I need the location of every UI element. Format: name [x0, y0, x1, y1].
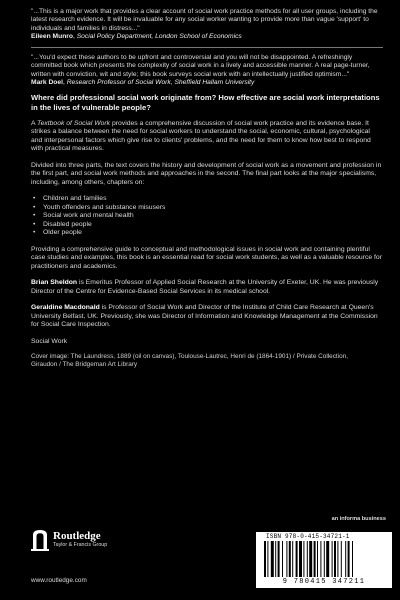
reviewer-name-2: Mark Doel [31, 79, 63, 87]
list-item: • Older people [31, 229, 383, 238]
isbn-label: ISBN 978-0-415-34721-1 [266, 533, 350, 540]
author-name-2: Geraldine Macdonald [31, 304, 100, 312]
subject-category: Social Work [31, 337, 68, 345]
headline: Where did professional social work originate from? How effective are social work interpretations in the lives of vulnerable people? [31, 93, 380, 112]
routledge-logo-icon [31, 529, 49, 551]
list-item: • Disabled people [31, 221, 383, 230]
author-bio-text-2: is Professor of Social Work and Director of the Institute of Child Care Research at Queen's University Belfast, UK. Previously, she was Director of Information and Knowledge Management at the Commission for Social Care Inspection. [31, 304, 378, 329]
publisher-name: Routledge [53, 530, 101, 542]
list-item: • Youth offenders and substance misusers [31, 204, 383, 213]
author-name-1: Brian Sheldon [31, 279, 78, 287]
book-title: Textbook of Social Work [37, 119, 111, 127]
barcode-icon [264, 541, 384, 577]
topic-list [31, 195, 383, 238]
cover-image-credit: Cover image: The Laundress, 1889 (oil on canvas), Toulouse-Lautrec, Henri de (1864-1901) / Private Collection, Giraudon / The Bridgeman Art Library [31, 352, 348, 368]
divider [31, 47, 383, 48]
list-item: • Social work and mental health [31, 212, 383, 221]
barcode-panel [256, 532, 392, 588]
publisher-subtitle: Taylor & Francis Group [53, 542, 108, 548]
publisher-url: www.routledge.com [31, 577, 87, 584]
review-quote-1: "...This is a major work that provides a clear account of social work practice methods for all user groups, including the latest research evidence. It will be invaluable for any social worker wanting to provide more than vague 'support' to individuals and families in distress..." [31, 8, 378, 32]
back-cover-text [31, 8, 383, 369]
informa-tagline: an informa business [331, 516, 386, 522]
structure-paragraph: Divided into three parts, the text covers the history and development of social work as a movement and profession in the first part, and social work methods and approaches in the second. The final part looks at the major specialisms, including, among others, chapters on: [31, 161, 382, 186]
review-attribution-1: Eileen Munro, Social Policy Department, London School of Economics [31, 32, 242, 40]
intro-prefix: A [31, 119, 38, 127]
author-bio-2 [31, 304, 383, 330]
barcode-digits: 9 780415 347211 [282, 578, 366, 586]
summary-paragraph: Providing a comprehensive guide to conceptual and methodological issues in social work and containing plentiful case studies and examples, this book is an essential read for social work students, as well as a valuable resource for practitioners and academics. [31, 245, 382, 270]
intro-paragraph [31, 120, 383, 154]
reviewer-affiliation-2: Research Professor of Social Work, Sheffield Hallam University [66, 79, 255, 87]
reviewer-affiliation-1: Social Policy Department, London School of Economics [76, 32, 242, 40]
reviewer-name-1: Eileen Munro [31, 32, 73, 40]
author-bio-1 [31, 279, 383, 296]
author-bio-text-1: is Emeritus Professor of Applied Social Research at the University of Exeter, UK. He was previously Director of the Centre for Evidence-Based Social Services in its medical school. [31, 279, 379, 295]
review-quote-2: "...You'd expect these authors to be upfront and controversial and you will not be disappointed. A refreshingly committed book which presents the complexity of social work in a lively and accessible manner. A real page-turner, written with conviction, wit and style; this book surveys social work with an intellectually justified optimism..." [31, 54, 370, 78]
intro-rest: provides a comprehensive discussion of social work practice and its evidence base. It strikes a balance between the need for social workers to understand the social, economic, cultural, psychological and interpersonal factors which give rise to clients' problems, and the need for them to know how best to respond with practical measures. [31, 119, 371, 153]
publisher-block [31, 529, 151, 589]
review-attribution-2: Mark Doel, Research Professor of Social Work, Sheffield Hallam University [31, 79, 255, 87]
list-item: • Children and families [31, 195, 383, 204]
